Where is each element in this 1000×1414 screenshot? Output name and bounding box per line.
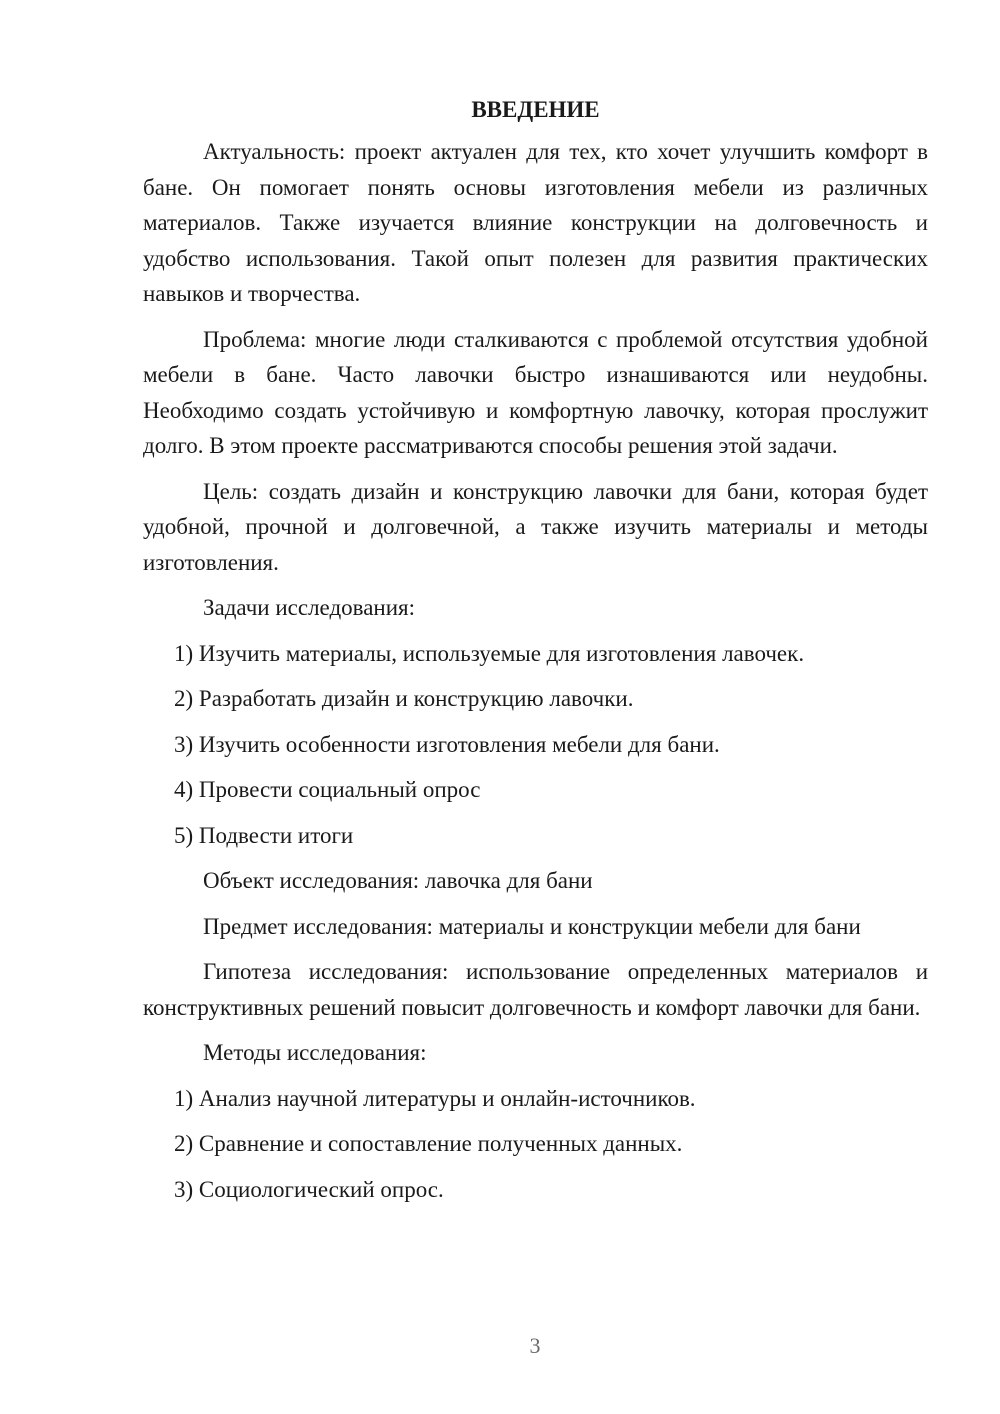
method-item: 2) Сравнение и сопоставление полученных данных.: [174, 1131, 683, 1156]
problem-paragraph: Проблема: многие люди сталкиваются с проблемой отсутствия удобной мебели в бане. Часто лавочки быстро изнашиваются или неудобны. Необходимо создать устойчивую и комфортную лавочку, которая прослужит долго. В этом проекте рассматриваются способы решения этой задачи.: [143, 326, 928, 458]
relevance-paragraph: Актуальность: проект актуален для тех, кто хочет улучшить комфорт в бане. Он помогает понять основы изготовления мебели из различных материалов. Также изучается влияние конструкции на долговечность и удобство использования. Такой опыт полезен для развития практических навыков и творчества.: [143, 139, 928, 306]
task-item: 5) Подвести итоги: [174, 822, 354, 848]
hypothesis-paragraph: Гипотеза исследования: использование определенных материалов и конструктивных решений повысит долговечность и комфорт лавочки для бани.: [143, 959, 928, 1020]
task-item: 2) Разработать дизайн и конструкцию лавочки.: [174, 686, 634, 711]
task-item: 4) Провести социальный опрос: [174, 777, 481, 802]
task-item: 1) Изучить материалы, используемые для изготовления лавочек.: [174, 640, 805, 666]
methods-list: [143, 1081, 928, 1208]
method-item: 3) Социологический опрос.: [174, 1176, 444, 1202]
subject-line: Предмет исследования: материалы и конструкции мебели для бани: [203, 913, 861, 939]
methods-heading: Методы исследования:: [203, 1040, 427, 1065]
document-page: [143, 92, 928, 1217]
task-item: 3) Изучить особенности изготовления мебели для бани.: [174, 731, 720, 757]
section-title: ВВЕДЕНИЕ: [471, 97, 600, 122]
tasks-heading: Задачи исследования:: [203, 595, 416, 620]
goal-paragraph: Цель: создать дизайн и конструкцию лавочки для бани, которая будет удобной, прочной и долговечной, а также изучить материалы и методы изготовления.: [143, 478, 928, 575]
tasks-list: [143, 636, 928, 854]
page-number: 3: [529, 1333, 541, 1358]
method-item: 1) Анализ научной литературы и онлайн-источников.: [174, 1085, 696, 1111]
object-line: Объект исследования: лавочка для бани: [203, 868, 593, 893]
